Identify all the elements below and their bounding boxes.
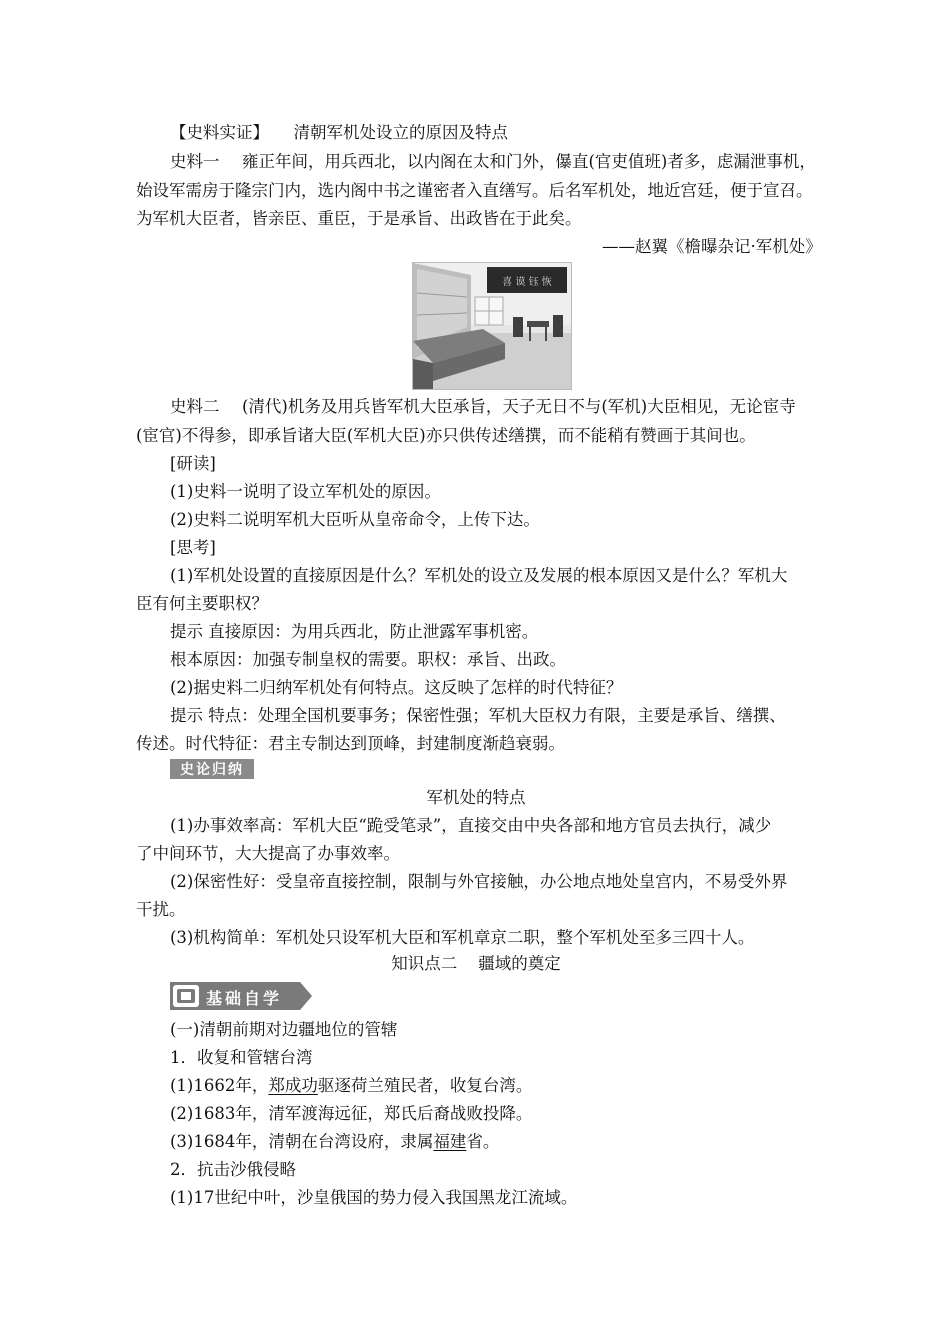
material1-text1: 雍正年间，用兵西北，以内阁在太和门外，儤直(官吏值班)者多，虑漏泄事机， [242, 152, 816, 171]
item1-3-post: 省。 [466, 1132, 500, 1151]
material2-text1: (清代)机务及用兵皆军机大臣承旨，天子无日不与(军机)大臣相见，无论宦寺 [242, 397, 796, 416]
material1-label: 史料一 [170, 152, 220, 171]
material1-line2: 始设军需房于隆宗门内，选内阁中书之谨密者入直缮写。后名军机处，地近宫廷，便于宣召。 [136, 181, 813, 200]
item1-2: (2)1683年，清军渡海远征，郑氏后裔战败投降。 [170, 1104, 533, 1123]
photo-illustration [413, 263, 571, 389]
knowledge2-subheading: (一)清朝前期对边疆地位的管辖 [170, 1020, 398, 1039]
answer1-line2: 根本原因：加强专制皇权的需要。职权：承旨、出政。 [170, 650, 566, 669]
item2-1: (1)17世纪中叶，沙皇俄国的势力侵入我国黑龙江流域。 [170, 1188, 578, 1207]
summary-p2-line2: 干扰。 [136, 900, 186, 919]
junjichu-interior-photo [412, 262, 572, 390]
material1-source: ——赵翼《檐曝杂记·军机处》 [602, 237, 822, 256]
summary-p1-line2: 了中间环节，大大提高了办事效率。 [136, 844, 400, 863]
question2: (2)据史料二归纳军机处有何特点。这反映了怎样的时代特征？ [170, 678, 623, 697]
study-label: [研读] [170, 454, 216, 473]
knowledge2-title: 知识点二 疆域的奠定 [391, 954, 561, 973]
item2-heading: 2．抗击沙俄侵略 [170, 1160, 296, 1179]
photo-plaque-text: 喜 谟 钰 恢 [502, 277, 552, 288]
study-item-1: (1)史料一说明了设立军机处的原因。 [170, 482, 441, 501]
summary-title: 军机处的特点 [426, 788, 526, 807]
item1-heading: 1．收复和管辖台湾 [170, 1048, 313, 1067]
section-heading-title: 清朝军机处设立的原因及特点 [293, 123, 508, 142]
question1-line1: (1)军机处设置的直接原因是什么？军机处的设立及发展的根本原因又是什么？军机大 [170, 566, 788, 585]
material1-line1 [170, 151, 816, 173]
think-label: [思考] [170, 538, 216, 557]
self-study-banner [170, 982, 312, 1010]
summary-badge: 史论归纳 [170, 759, 254, 779]
summary-p2-line1: (2)保密性好：受皇帝直接控制，限制与外官接触，办公地点地处皇宫内，不易受外界 [170, 872, 788, 891]
question1-line2: 臣有何主要职权？ [136, 594, 268, 613]
summary-p1-line1: (1)办事效率高：军机大臣“跪受笔录”，直接交由中央各部和地方官员去执行，减少 [170, 816, 772, 835]
material1-line3: 为军机大臣者，皆亲臣、重臣，于是承旨、出政皆在于此矣。 [136, 209, 582, 228]
item1-1-post: 驱逐荷兰殖民者，收复台湾。 [317, 1076, 533, 1095]
item1-1 [170, 1075, 532, 1097]
material2-label: 史料二 [170, 397, 220, 416]
answer2-line1: 提示 特点：处理全国机要事务；保密性强；军机大臣权力有限，主要是承旨、缮撰、 [170, 706, 786, 725]
item1-1-pre: (1)1662年， [170, 1076, 269, 1095]
material2-line2: (宦官)不得参，即承旨诸大臣(军机大臣)亦只供传述缮撰，而不能稍有赞画于其间也。 [136, 426, 756, 445]
study-item-2: (2)史料二说明军机大臣听从皇帝命令，上传下达。 [170, 510, 540, 529]
item1-3-answer: 福建 [433, 1132, 467, 1151]
item1-3 [170, 1131, 499, 1153]
item1-1-answer: 郑成功 [268, 1076, 318, 1095]
section-heading-bracket: 【史料实证】 [170, 123, 269, 142]
material2-line1 [170, 396, 796, 418]
section-heading [170, 122, 508, 144]
banner-label: 基础自学 [206, 989, 283, 1008]
summary-p3: (3)机构简单：军机处只设军机大臣和军机章京二职，整个军机处至多三四十人。 [170, 928, 755, 947]
item1-3-pre: (3)1684年，清朝在台湾设府，隶属 [170, 1132, 434, 1151]
answer1-line1: 提示 直接原因：为用兵西北，防止泄露军事机密。 [170, 622, 539, 641]
answer2-line2: 传述。时代特征：君主专制达到顶峰，封建制度渐趋衰弱。 [136, 734, 565, 753]
